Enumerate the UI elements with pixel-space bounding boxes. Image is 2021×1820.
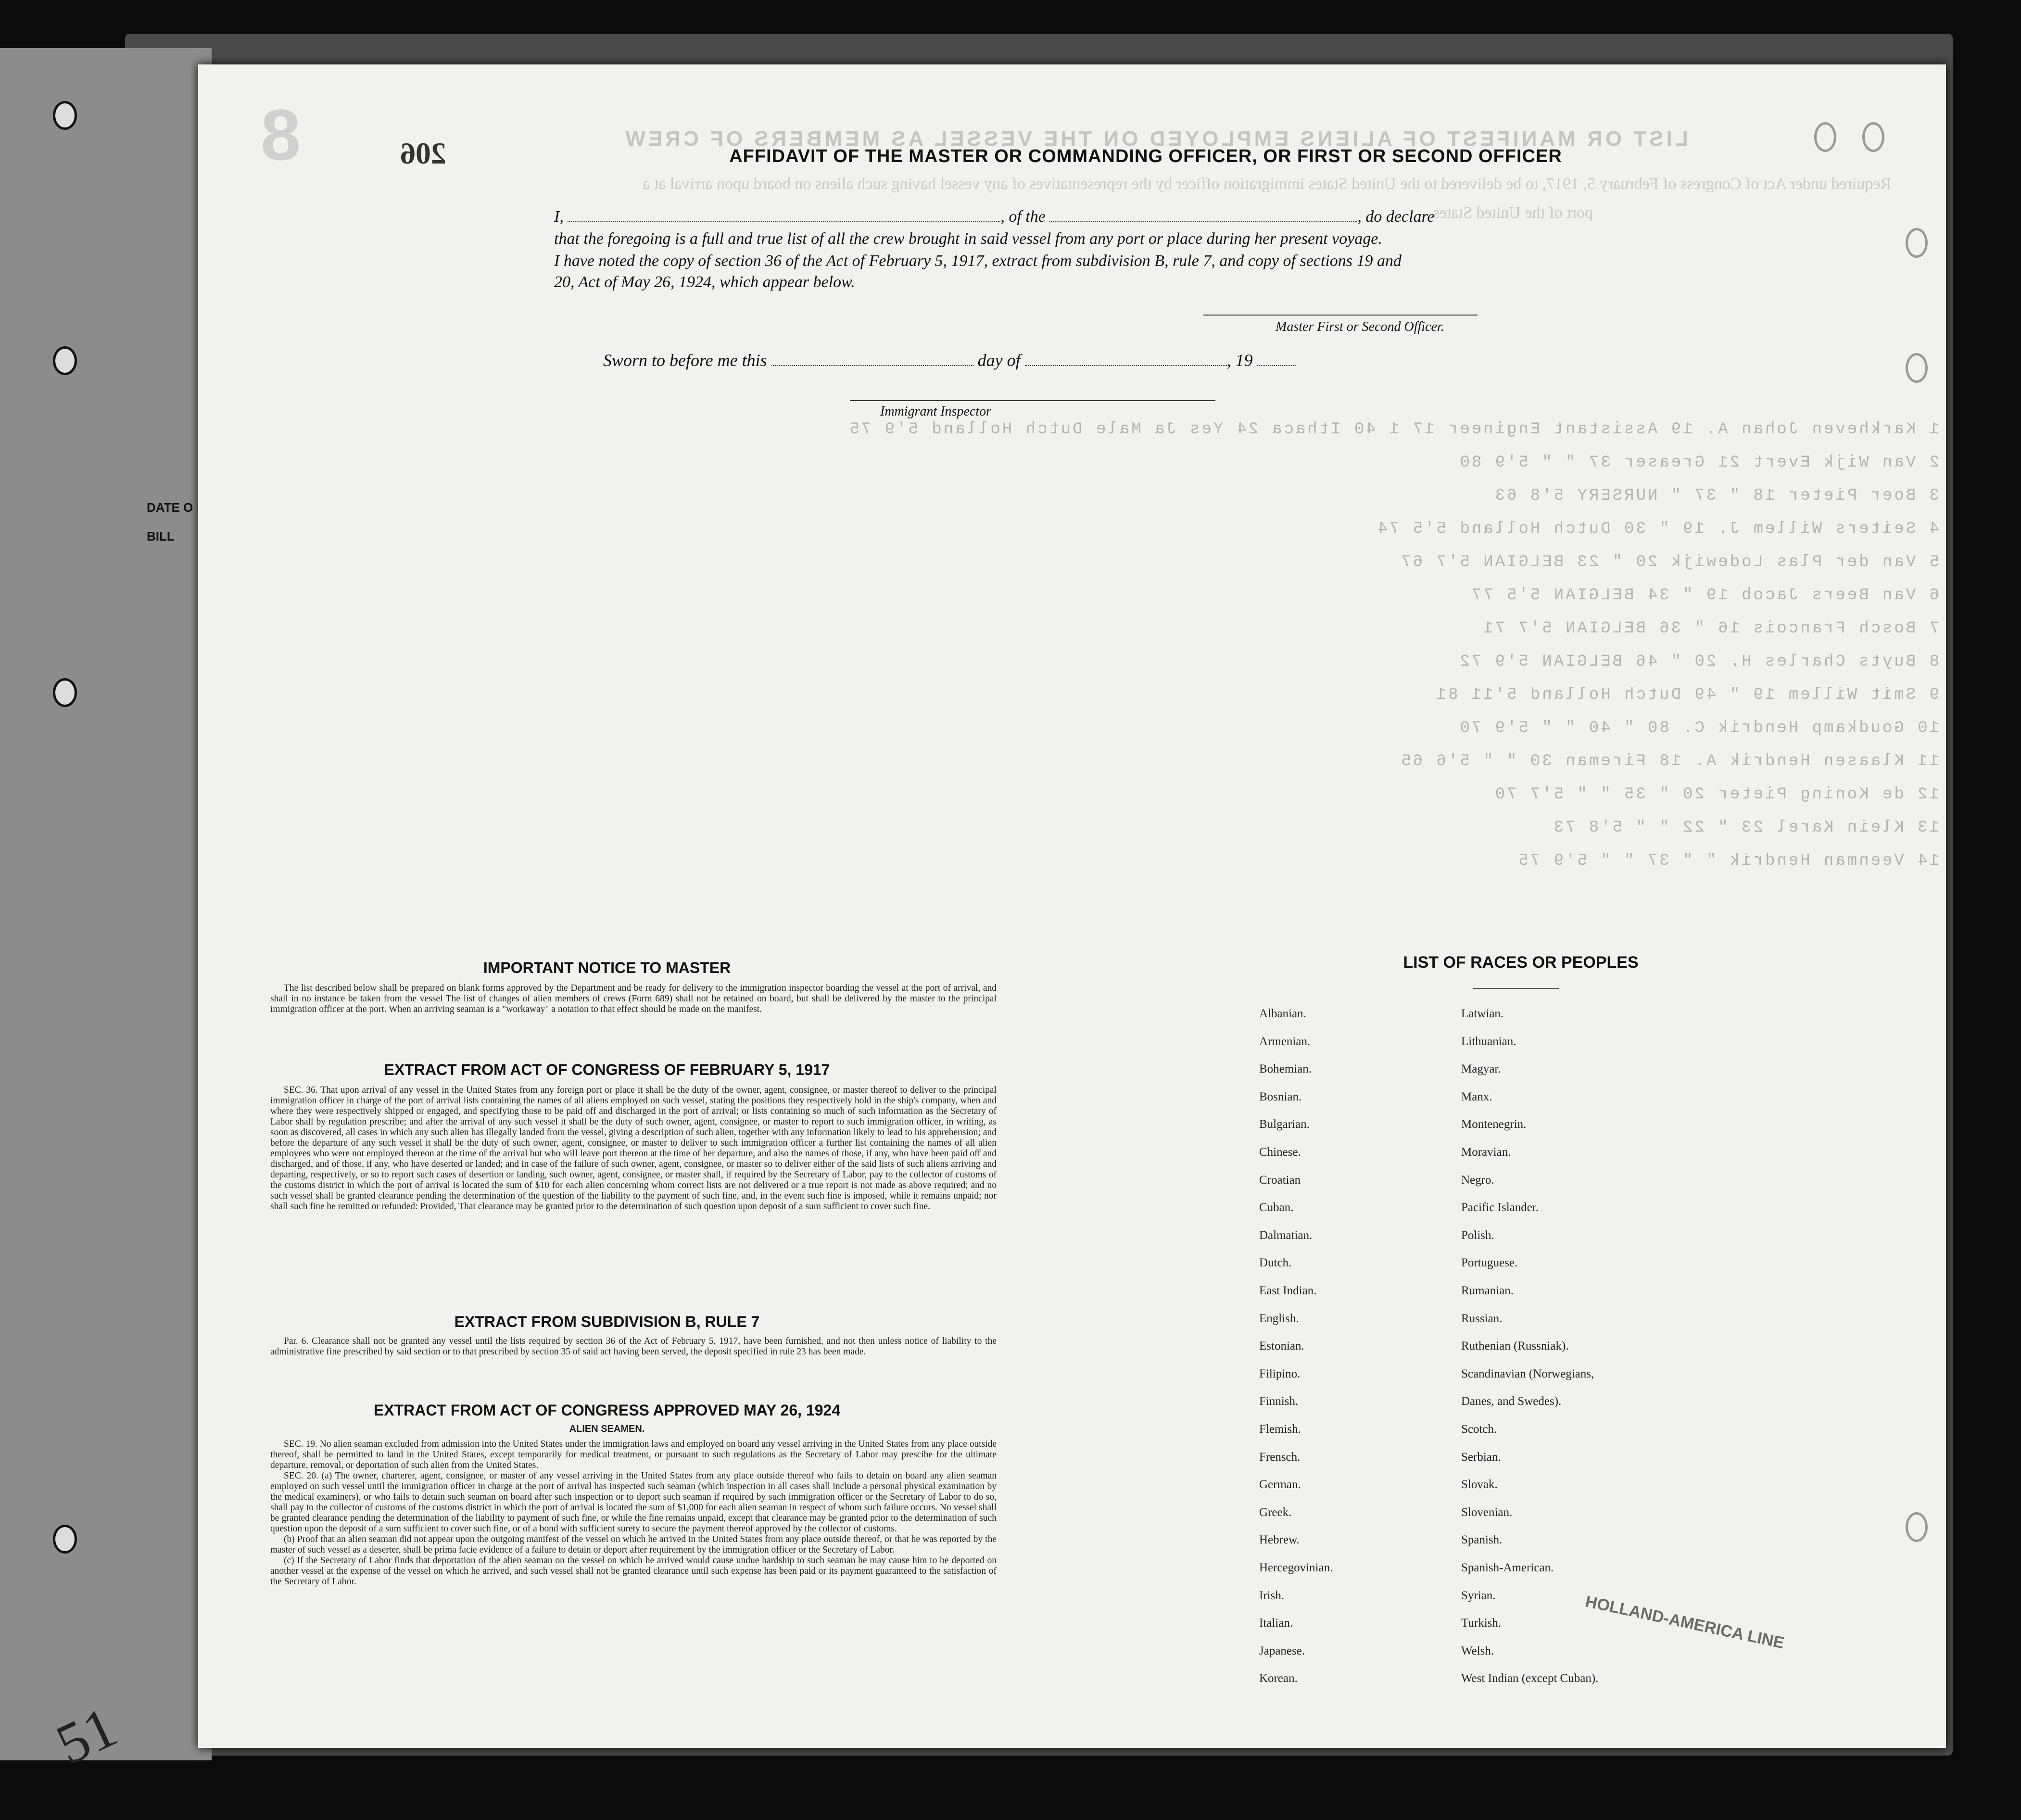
races-title: LIST OF RACES OR PEOPLES xyxy=(1403,953,1639,972)
rule7-title: EXTRACT FROM SUBDIVISION B, RULE 7 xyxy=(454,1313,760,1330)
race-item: Filipino. xyxy=(1259,1367,1301,1380)
month-blank xyxy=(1025,353,1227,366)
punch-hole xyxy=(1814,122,1836,152)
race-item: Hercegovinian. xyxy=(1259,1561,1333,1574)
extract-1917-body xyxy=(270,1085,997,1212)
vessel-blank xyxy=(1049,208,1357,222)
binder-strip xyxy=(0,48,212,1777)
extract-1924-title: EXTRACT FROM ACT OF CONGRESS APPROVED MAY 26, 1924 xyxy=(373,1402,841,1419)
binder-label-bill: BILL xyxy=(147,529,175,543)
ghost-header: LIST OR MANIFEST OF ALIENS EMPLOYED ON THE VESSEL AS MEMBERS OF CREW xyxy=(622,127,1688,151)
ghost-row: 12 de Koning Pieter 20 " 35 " " 5'7 70 xyxy=(1493,785,1939,804)
race-item: Dalmatian. xyxy=(1259,1228,1313,1242)
race-item: Armenian. xyxy=(1259,1035,1311,1048)
ghost-row: 2 Van Wijk Evert 21 Greaser 37 " " 5'9 80 xyxy=(1458,454,1939,472)
ghost-row: 6 Van Beers Jacob 19 " 34 BELGIAN 5'5 77 xyxy=(1469,586,1939,605)
race-item: Montenegrin. xyxy=(1461,1118,1527,1131)
race-item: Bosnian. xyxy=(1259,1090,1302,1103)
signature-line xyxy=(1203,315,1478,316)
race-item: Serbian. xyxy=(1461,1450,1501,1464)
notice-title: IMPORTANT NOTICE TO MASTER xyxy=(483,959,731,976)
punch-hole xyxy=(1862,122,1884,152)
punch-hole xyxy=(1906,353,1928,383)
affidavit-line-2: that the foregoing is a full and true list of all the crew brought in said vessel from any port or place during her present voyage. xyxy=(554,230,1382,248)
race-item: Pacific Islander. xyxy=(1461,1201,1539,1214)
rule7-body xyxy=(270,1336,997,1357)
race-item: Japanese. xyxy=(1259,1644,1305,1657)
race-item: Russian. xyxy=(1461,1312,1503,1325)
race-item: Syrian. xyxy=(1461,1589,1496,1602)
binder-hole xyxy=(53,346,77,375)
extract-1917-text: SEC. 36. That upon arrival of any vessel in the United States from any foreign port or place it shall be the duty of the owner, agent, consignee, or master thereof to deliver to the principal immigration officer in charge of the port of arrival lists containing the names of all aliens employed on such vessel, stating the positions they respectively hold in the ship's company, when and where they were respectively shipped or engaged, and specifying those to be paid off and discharged in the port of arrival; or lists containing so much of such information as the Secretary of Labor shall by regulation prescribe; and after the arrival of any such vessel it shall be the duty of such owner, agent, consignee, or master to report to such immigration officer, in writing, as soon as discovered, all cases in which any such alien has illegally landed from the vessel, giving a description of such alien, together with any information likely to lead to his apprehension; and before the departure of any such vessel it shall be the duty of such owner, agent, consignee, or master to deliver to such immigration officer a further list containing the names of all alien employees who were not employed thereon at the time of the arrival but who will leave port thereon at the time of her departure, and also the names of those, if any, who have been paid off and discharged, and of those, if any, who have deserted or landed; and in case of the failure of such owner, agent, consignee, or master so to deliver either of the said lists of such aliens arriving and departing, respectively, or so to report such cases of desertion or landing, such owner, agent, consignee, or master shall, if required by the Secretary of Labor, pay to the collector of customs of the customs district in which the port of arrival is located the sum of $10 for each alien concerning whom correct lists are not delivered or a true report is not made as above required; and no such vessel shall be granted clearance pending the determination of the question of the liability to the payment of such fine, and, in the event such fine is imposed, while it remains unpaid; nor shall such fine be remitted or refunded: Provided, That clearance may be granted prior to the determination of such question upon deposit of a sum sufficient to cover such fine. xyxy=(270,1085,997,1212)
affidavit-mid: , of the xyxy=(1000,208,1046,226)
ghost-line: port of the United States xyxy=(1433,204,1593,222)
race-item: Hebrew. xyxy=(1259,1533,1300,1547)
race-item: Albanian. xyxy=(1259,1007,1306,1020)
manifest-page xyxy=(198,64,1946,1748)
race-item: West Indian (except Cuban). xyxy=(1461,1672,1599,1685)
affidavit-prefix: I, xyxy=(554,208,564,226)
race-item: Bohemian. xyxy=(1259,1062,1312,1076)
ghost-row: 4 Seiters Willem J. 19 " 30 Dutch Holland 5'5 74 xyxy=(1376,520,1939,538)
race-item: Danes, and Swedes). xyxy=(1461,1395,1562,1408)
race-item: Rumanian. xyxy=(1461,1284,1514,1297)
sec-20a: SEC. 20. (a) The owner, charterer, agent, consignee, or master of any vessel arriving in the United States from any place outside thereof who fails to detain on board any alien seaman employed on such vessel until the immigration officer in charge at the port of arrival has inspected such seaman (which inspection in all cases shall include a personal physical examination by the medical examiners), or who fails to detain such seaman on board after such inspection or to deport such seaman if required by such immigration officer or the Secretary of Labor to do so, shall pay to the collector of customs of the customs district in which the port of arrival is located the sum of $1,000 for each alien seaman in respect of whom such failure occurs. No vessel shall be granted clearance pending the determination of the liability to payment of such fine, or while the fine remains unpaid, except that clearance may be granted prior to the determination of such question upon the deposit of a sum sufficient to cover such fine, or of a bond with sufficient surety to secure the payment thereof approved by the collector of customs. xyxy=(270,1471,997,1534)
race-item: Spanish. xyxy=(1461,1533,1503,1547)
ghost-row: 13 Klein Karel 23 " 22 " " 5'8 73 xyxy=(1552,819,1939,837)
punch-hole xyxy=(1906,1512,1928,1542)
sec-20c: (c) If the Secretary of Labor finds that deportation of the alien seaman on the vessel on which he arrived would cause undue hardship to such seaman he may cause him to be deported on another vessel at the expense of the vessel on which he arrived, and such vessel shall not be granted clearance until such expense has been paid or its payment guaranteed to the satisfaction of the Secretary of Labor. xyxy=(270,1555,997,1587)
race-item: Dutch. xyxy=(1259,1256,1292,1270)
ghost-row: 9 Smit Willem 19 " 49 Dutch Holland 5'11 81 xyxy=(1434,686,1939,704)
ghost-row: 10 Goudkamp Hendrik C. 80 " 40 " " 5'9 70 xyxy=(1458,719,1939,737)
race-item: Cuban. xyxy=(1259,1201,1294,1214)
affidavit-suffix: , do declare xyxy=(1357,208,1435,226)
day-blank xyxy=(771,353,973,366)
race-item: Flemish. xyxy=(1259,1423,1301,1436)
race-item: Scandinavian (Norwegians, xyxy=(1461,1367,1594,1380)
race-item: Polish. xyxy=(1461,1228,1494,1242)
extract-1917-title: EXTRACT FROM ACT OF CONGRESS OF FEBRUARY 5, 1917 xyxy=(384,1061,830,1078)
race-item: English. xyxy=(1259,1312,1299,1325)
race-item: Spanish-American. xyxy=(1461,1561,1554,1574)
line-stamp: HOLLAND-AMERICA LINE xyxy=(1583,1592,1786,1653)
sworn-suffix: , 19 xyxy=(1226,351,1253,370)
race-item: Portuguese. xyxy=(1461,1256,1518,1270)
inspector-line xyxy=(850,400,1215,401)
notice-text: The list described below shall be prepared on blank forms approved by the Department and be ready for delivery to the immigration inspector boarding the vessel at the port of arrival, and shall in no instance be taken from the vessel The list of changes of alien members of crews (Form 689) shall not be retained on board, but shall be delivered by the master to the principal immigration officer at the port. When an arriving seaman is a "workaway" a notation to that effect should be made on the manifest. xyxy=(270,983,997,1014)
binder-corner-number: 51 xyxy=(47,1694,126,1777)
binder-hole xyxy=(53,1525,77,1554)
affidavit-line-1 xyxy=(554,208,1516,226)
race-item: Croatian xyxy=(1259,1173,1301,1187)
sheet-number: 8 xyxy=(261,94,301,175)
binder-hole xyxy=(53,678,77,707)
race-item: Lithuanian. xyxy=(1461,1035,1516,1048)
race-item: Manx. xyxy=(1461,1090,1492,1103)
race-item: Frensch. xyxy=(1259,1450,1301,1464)
ghost-row: 11 Klaasen Hendrik A. 18 Fireman 30 " " 5'6 65 xyxy=(1399,752,1939,771)
ghost-row: 7 Bosch Francois 16 " 36 BELGIAN 5'7 71 xyxy=(1481,619,1939,638)
sworn-prefix: Sworn to before me this xyxy=(603,351,767,370)
sec-19: SEC. 19. No alien seaman excluded from admission into the United States under the immigration laws and employed on board any vessel arriving in the United States from any place outside thereof, shall be permitted to land in the United States, except temporarily for medical treatment, or pursuant to such regulations as the Secretary of Labor may prescibe for the ultimate departure, removal, or deportation of such alien from the United States. xyxy=(270,1439,997,1470)
race-item: Chinese. xyxy=(1259,1146,1301,1159)
notice-body xyxy=(270,983,997,1015)
affidavit-title: AFFIDAVIT OF THE MASTER OR COMMANDING OFFICER, OR FIRST OR SECOND OFFICER xyxy=(729,146,1562,166)
races-rule xyxy=(1473,988,1559,989)
extract-1924-body xyxy=(270,1439,997,1587)
ghost-row: 1 Karkheven Johan A. 19 Assistant Engineer 17 1 40 Ithaca 24 Yes Ja Male Dutch Holland 5'9 75 xyxy=(847,420,1939,439)
race-item: Italian. xyxy=(1259,1617,1293,1630)
race-item: Slovak. xyxy=(1461,1478,1498,1491)
race-item: Latwian. xyxy=(1461,1007,1504,1020)
sworn-line xyxy=(603,350,1296,370)
race-item: Slovenian. xyxy=(1461,1505,1513,1519)
race-item: Turkish. xyxy=(1461,1617,1502,1630)
extract-1924-subtitle: ALIEN SEAMEN. xyxy=(569,1424,645,1434)
ghost-row: 3 Boer Pieter 18 " 37 " NURSERY 5'8 63 xyxy=(1493,487,1939,505)
ghost-line: Required under Act of Congress of February 5, 1917, to be delivered to the United States immigration officer by the representatives of any vessel having such aliens on board upon arrival at a xyxy=(643,175,1891,193)
race-item: East Indian. xyxy=(1259,1284,1317,1297)
sec-20b: (b) Proof that an alien seaman did not appear upon the outgoing manifest of the vessel on which he arrived in the United States from any place outside thereof, or that he was reported by the master of such vessel as a deserter, shall be prima facie evidence of a failure to detain or deport after requirement by the immigration officer or the Secretary of Labor. xyxy=(270,1534,997,1555)
race-item: Bulgarian. xyxy=(1259,1118,1310,1131)
name-blank xyxy=(568,208,1000,222)
inspector-label: Immigrant Inspector xyxy=(880,404,991,419)
race-item: Negro. xyxy=(1461,1173,1494,1187)
sworn-mid: day of xyxy=(977,351,1021,370)
race-item: Greek. xyxy=(1259,1505,1292,1519)
race-item: Magyar. xyxy=(1461,1062,1501,1076)
race-item: Estonian. xyxy=(1259,1340,1304,1353)
binder-hole xyxy=(53,101,77,130)
page-number: 206 xyxy=(400,136,446,170)
punch-hole xyxy=(1906,228,1928,258)
race-item: Ruthenian (Russniak). xyxy=(1461,1340,1569,1353)
race-item: Finnish. xyxy=(1259,1395,1299,1408)
year-blank xyxy=(1257,353,1296,366)
race-item: Korean. xyxy=(1259,1672,1298,1685)
race-item: Welsh. xyxy=(1461,1644,1494,1657)
race-item: Moravian. xyxy=(1461,1146,1511,1159)
affidavit-line-3: I have noted the copy of section 36 of the Act of February 5, 1917, extract from subdivision B, rule 7, and copy of sections 19 and xyxy=(554,252,1402,270)
binder-label-date: DATE O xyxy=(147,500,193,515)
rule7-text: Par. 6. Clearance shall not be granted any vessel until the lists required by section 36 of the Act of February 5, 1917, have been furnished, and not then unless notice of liability to the administrative fine prescribed by said section or to that prescribed by section 35 of said act having been served, the deposit specified in rule 23 has been made. xyxy=(270,1336,997,1357)
signature-label: Master First or Second Officer. xyxy=(1276,319,1444,334)
race-item: Irish. xyxy=(1259,1589,1285,1602)
race-item: Scotch. xyxy=(1461,1423,1497,1436)
race-item: German. xyxy=(1259,1478,1301,1491)
ghost-row: 14 Veenman Hendrik " " 37 " " 5'9 75 xyxy=(1516,852,1939,870)
ghost-row: 5 Van der Plas Lodewijk 20 " 23 BELGIAN 5'7 67 xyxy=(1399,553,1939,571)
ghost-row: 8 Buyts Charles H. 20 " 46 BELGIAN 5'9 72 xyxy=(1458,653,1939,671)
affidavit-line-4: 20, Act of May 26, 1924, which appear below. xyxy=(554,273,855,291)
